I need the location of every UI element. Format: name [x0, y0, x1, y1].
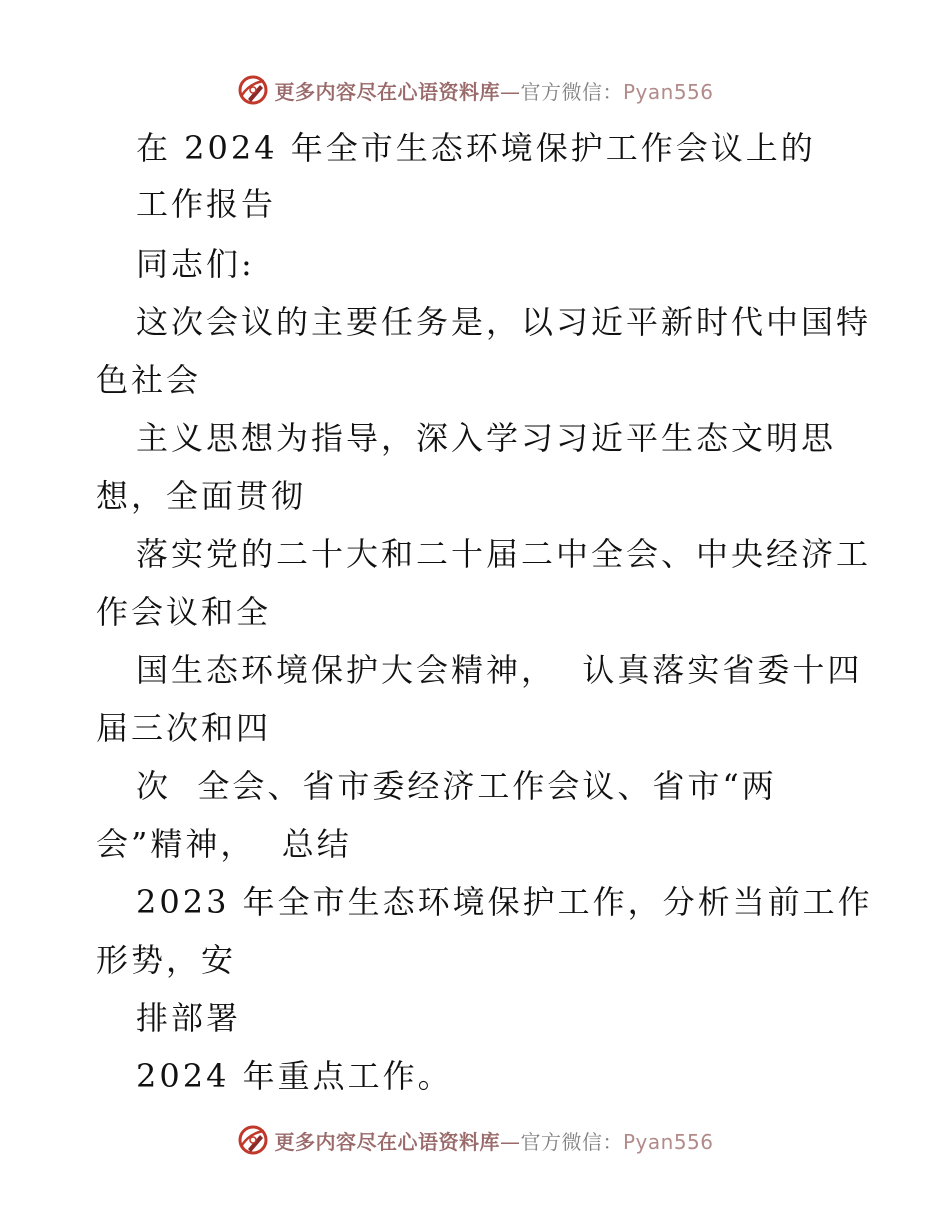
doc-line: 国生态环境保护大会精神， 认真落实省委十四: [136, 651, 863, 689]
doc-title-line-2: 工作报告: [136, 185, 277, 223]
doc-line: 形势，安: [96, 941, 237, 979]
doc-line: 色社会: [96, 361, 202, 399]
banner-wechat-label: 官方微信：: [520, 1129, 623, 1154]
doc-title-line-1: 在 2024 年全市生态环境保护工作会议上的: [136, 129, 816, 167]
doc-line: 想，全面贯彻: [96, 477, 307, 515]
banner-wechat-id: Pyan556: [622, 1129, 714, 1154]
pen-swirl-logo-icon: [236, 1123, 270, 1157]
doc-line: 主义思想为指导，深入学习习近平生态文明思: [136, 419, 837, 457]
doc-line: 作会议和全: [96, 593, 272, 631]
header-banner-text: [274, 76, 713, 105]
header-banner: [0, 70, 950, 110]
banner-wechat-label: 官方微信：: [520, 79, 623, 104]
doc-line: 落实党的二十大和二十届二中全会、中央经济工: [136, 535, 872, 573]
header-banner-content: [236, 73, 713, 107]
doc-line: 2023 年全市生态环境保护工作，分析当前工作: [136, 883, 873, 921]
banner-dash: —: [499, 1129, 521, 1154]
banner-site-name: 更多内容尽在心语资料库: [274, 1129, 500, 1154]
doc-line: 排部署: [136, 999, 242, 1037]
doc-line: 届三次和四: [96, 709, 272, 747]
banner-wechat-id: Pyan556: [622, 79, 714, 104]
doc-line: 2024 年重点工作。: [136, 1057, 453, 1095]
doc-line: 这次会议的主要任务是，以习近平新时代中国特: [136, 303, 872, 341]
doc-salutation: 同志们:: [136, 245, 255, 283]
footer-banner-content: [236, 1123, 713, 1157]
banner-dash: —: [499, 79, 521, 104]
pen-swirl-logo-icon: [236, 73, 270, 107]
footer-banner: [0, 1120, 950, 1160]
footer-banner-text: [274, 1126, 713, 1155]
doc-line: 次 全会、省市委经济工作会议、省市“两: [136, 767, 777, 805]
doc-line: 会”精神， 总结: [96, 825, 352, 863]
banner-site-name: 更多内容尽在心语资料库: [274, 79, 500, 104]
